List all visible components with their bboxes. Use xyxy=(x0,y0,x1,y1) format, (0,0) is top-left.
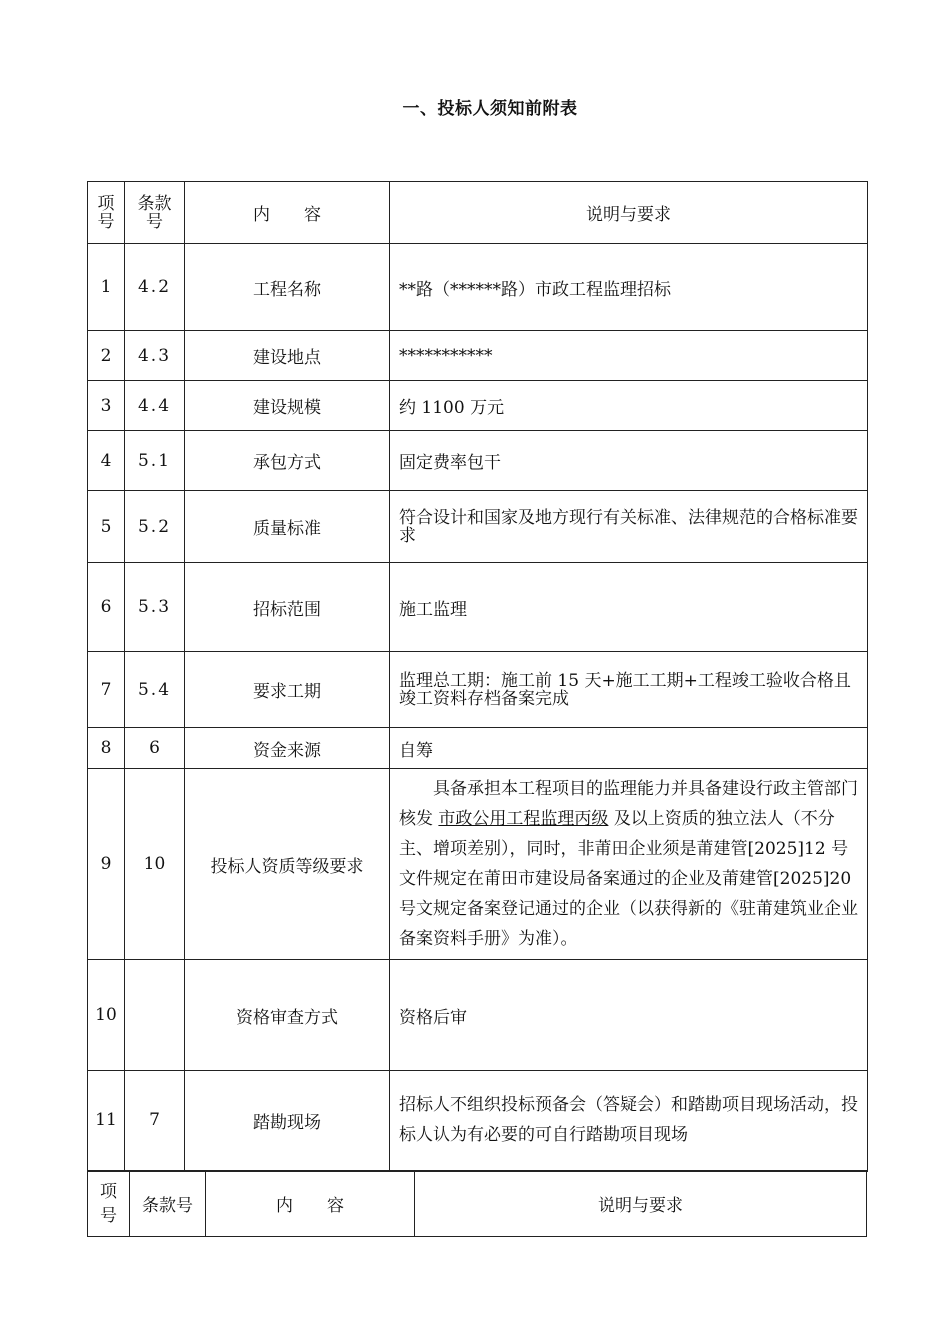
row-no: 4 xyxy=(88,431,125,491)
row-item: 资金来源 xyxy=(185,728,390,769)
row-desc: 资格后审 xyxy=(390,960,868,1071)
table-row xyxy=(88,244,868,331)
row-desc: 约 1100 万元 xyxy=(390,381,868,431)
header-clause-no: 条款号 xyxy=(125,182,185,244)
table-row xyxy=(88,431,868,491)
page-title: 一、投标人须知前附表 xyxy=(402,99,578,119)
header-item-no: 项号 xyxy=(88,182,125,244)
table-row xyxy=(88,728,868,769)
row-no: 10 xyxy=(88,960,125,1071)
table-row xyxy=(88,652,868,728)
row-no: 1 xyxy=(88,244,125,331)
row-clause: 7 xyxy=(125,1071,185,1171)
header-content: 内 容 xyxy=(185,182,390,244)
row-desc: 符合设计和国家及地方现行有关标准、法律规范的合格标准要求 xyxy=(390,491,868,563)
table-row xyxy=(88,331,868,381)
row-desc: 招标人不组织投标预备会（答疑会）和踏勘项目现场活动，投标人认为有必要的可自行踏勘项目现场 xyxy=(390,1071,868,1171)
row-clause: 5.4 xyxy=(125,652,185,728)
header-clause-no: 条款号 xyxy=(130,1171,206,1237)
table-row xyxy=(88,491,868,563)
row-desc: 自筹 xyxy=(390,728,868,769)
qualification-grade: 市政公用工程监理丙级 xyxy=(438,809,609,829)
row-no: 5 xyxy=(88,491,125,563)
row-item: 资格审查方式 xyxy=(185,960,390,1071)
table-header-row xyxy=(88,1171,867,1237)
row-no: 2 xyxy=(88,331,125,381)
row-desc: 施工监理 xyxy=(390,563,868,652)
table-row xyxy=(88,960,868,1071)
header-requirements: 说明与要求 xyxy=(415,1171,867,1237)
table-row xyxy=(88,381,868,431)
qualification-text-a: 具备承担本工程项目的监理能力并具备建设行政主管部门核发 xyxy=(399,779,858,829)
table-row xyxy=(88,563,868,652)
header-item-no: 项号 xyxy=(88,1171,130,1237)
row-no: 11 xyxy=(88,1071,125,1171)
row-item: 建设地点 xyxy=(185,331,390,381)
row-clause: 10 xyxy=(125,769,185,960)
row-item: 招标范围 xyxy=(185,563,390,652)
row-clause: 4.3 xyxy=(125,331,185,381)
row-item: 踏勘现场 xyxy=(185,1071,390,1171)
row-no: 9 xyxy=(88,769,125,960)
row-item: 建设规模 xyxy=(185,381,390,431)
row-desc: **路（******路）市政工程监理招标 xyxy=(390,244,868,331)
row-clause: 6 xyxy=(125,728,185,769)
row-item: 投标人资质等级要求 xyxy=(185,769,390,960)
row-clause xyxy=(125,960,185,1071)
row-clause: 4.4 xyxy=(125,381,185,431)
row-clause: 5.2 xyxy=(125,491,185,563)
row-desc: 固定费率包干 xyxy=(390,431,868,491)
row-item: 要求工期 xyxy=(185,652,390,728)
row-clause: 4.2 xyxy=(125,244,185,331)
continued-table-header xyxy=(87,1170,867,1237)
row-no: 6 xyxy=(88,563,125,652)
header-requirements: 说明与要求 xyxy=(390,182,868,244)
row-item: 承包方式 xyxy=(185,431,390,491)
row-no: 7 xyxy=(88,652,125,728)
row-no: 3 xyxy=(88,381,125,431)
row-clause: 5.1 xyxy=(125,431,185,491)
row-item: 质量标准 xyxy=(185,491,390,563)
bidder-instructions-table xyxy=(87,181,868,1172)
row-item: 工程名称 xyxy=(185,244,390,331)
row-desc-qualification xyxy=(390,769,868,960)
row-clause: 5.3 xyxy=(125,563,185,652)
qualification-text-b: 及以上资质的独立法人（不分主、增项差别），同时，非莆田企业须是莆建管[2025]12 号文件规定在莆田市建设局备案通过的企业及莆建管[2025]20 号文规定备案登记通过的企业（以获得新的《驻莆建筑业企业备案资料手册》为准）。 xyxy=(399,809,858,949)
table-header-row xyxy=(88,182,868,244)
header-content: 内 容 xyxy=(206,1171,415,1237)
table-row xyxy=(88,1071,868,1171)
table-row xyxy=(88,769,868,960)
row-no: 8 xyxy=(88,728,125,769)
row-desc: 监理总工期：施工前 15 天+施工工期+工程竣工验收合格且竣工资料存档备案完成 xyxy=(390,652,868,728)
row-desc: *********** xyxy=(390,331,868,381)
